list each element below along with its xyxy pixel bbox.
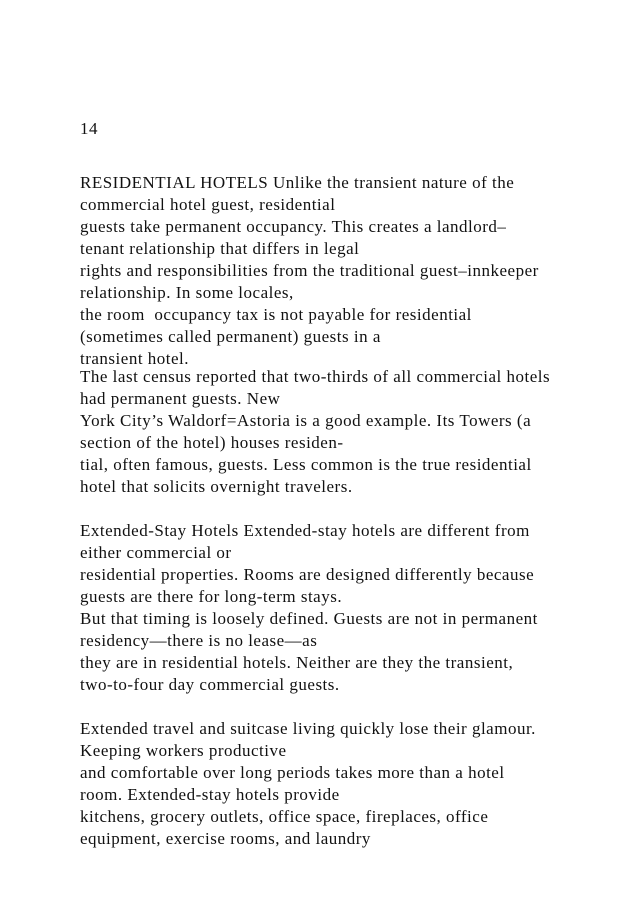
paragraph-line: had permanent guests. New bbox=[80, 389, 281, 408]
paragraph-line: residential properties. Rooms are designed differently because bbox=[80, 565, 535, 584]
paragraph-line: transient hotel. bbox=[80, 349, 190, 368]
paragraph-line: equipment, exercise rooms, and laundry bbox=[80, 829, 371, 848]
paragraph-line: residency—there is no lease—as bbox=[80, 631, 318, 650]
paragraph-line: guests are there for long-term stays. bbox=[80, 587, 343, 606]
paragraph-line: hotel that solicits overnight travelers. bbox=[80, 477, 353, 496]
paragraph-line: RESIDENTIAL HOTELS Unlike the transient nature of the bbox=[80, 173, 515, 192]
paragraph-line: The last census reported that two-thirds of all commercial hotels bbox=[80, 367, 551, 386]
paragraph-line: York City’s Waldorf=Astoria is a good example. Its Towers (a bbox=[80, 411, 532, 430]
paragraph-line: room. Extended-stay hotels provide bbox=[80, 785, 340, 804]
paragraph-line: they are in residential hotels. Neither are they the transient, bbox=[80, 653, 514, 672]
paragraph-line: Extended-Stay Hotels Extended-stay hotels are different from bbox=[80, 521, 530, 540]
paragraph-line: But that timing is loosely defined. Guests are not in permanent bbox=[80, 609, 538, 628]
paragraph-line: commercial hotel guest, residential bbox=[80, 195, 336, 214]
paragraph-line: the room occupancy tax is not payable for residential bbox=[80, 305, 472, 324]
paragraph-line: tial, often famous, guests. Less common is the true residential bbox=[80, 455, 532, 474]
page-number: 14 bbox=[80, 119, 98, 138]
paragraph-line: and comfortable over long periods takes more than a hotel bbox=[80, 763, 505, 782]
paragraph-line: Keeping workers productive bbox=[80, 741, 287, 760]
paragraph-line: relationship. In some locales, bbox=[80, 283, 294, 302]
paragraph-line: two-to-four day commercial guests. bbox=[80, 675, 340, 694]
paragraph-line: guests take permanent occupancy. This creates a landlord– bbox=[80, 217, 507, 236]
paragraph-line: kitchens, grocery outlets, office space, fireplaces, office bbox=[80, 807, 489, 826]
paragraph-line: section of the hotel) houses residen- bbox=[80, 433, 344, 452]
paragraph-line: tenant relationship that differs in legal bbox=[80, 239, 360, 258]
paragraph-line: (sometimes called permanent) guests in a bbox=[80, 327, 381, 346]
paragraph-line: rights and responsibilities from the traditional guest–innkeeper bbox=[80, 261, 539, 280]
paragraph-line: either commercial or bbox=[80, 543, 232, 562]
paragraph-line: Extended travel and suitcase living quickly lose their glamour. bbox=[80, 719, 536, 738]
